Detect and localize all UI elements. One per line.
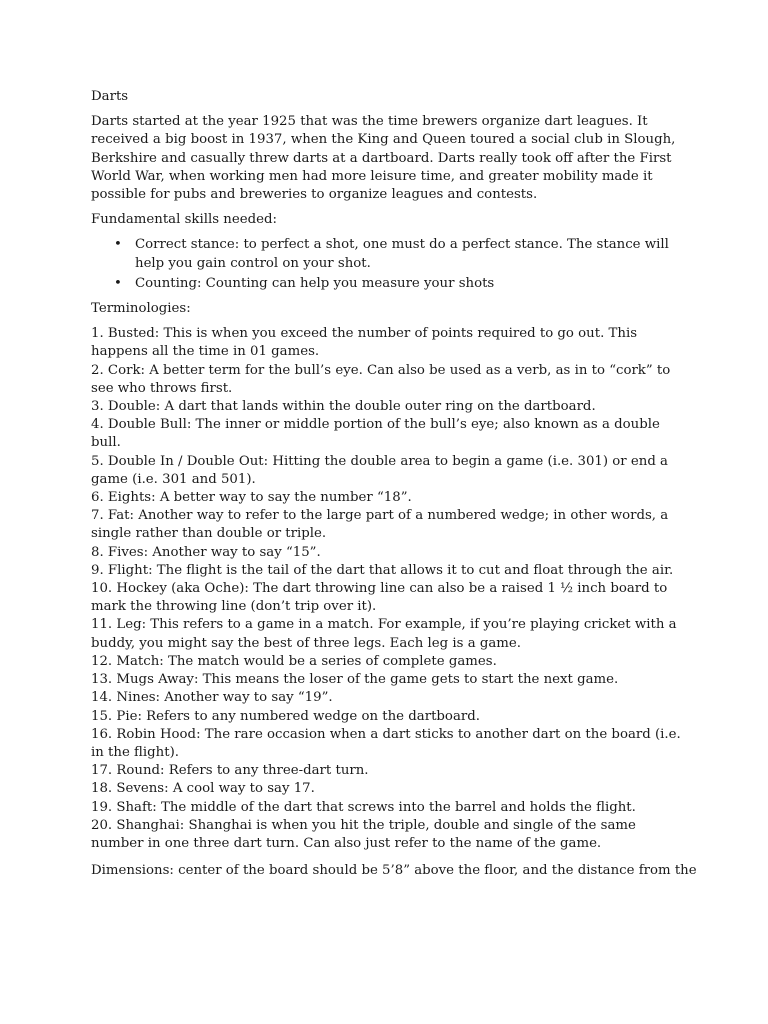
term-shaft: 19. Shaft: The middle of the dart that screws into the barrel and holds the flight. [91,799,636,815]
term-mugs-away: 13. Mugs Away: This means the loser of the game gets to start the next game. [91,672,619,688]
skill-text: Counting: Counting can help you measure your shots [135,275,495,291]
terms-label: Terminologies: [91,301,191,317]
skills-list [91,236,691,293]
term-eights: 6. Eights: A better way to say the number “18”. [91,490,412,506]
term-double-bull: 4. Double Bull: The inner or middle portion of the bull’s eye; also known as a double bull. [91,417,660,451]
term-double-in-out: 5. Double In / Double Out: Hitting the double area to begin a game (i.e. 301) or end a game (i.e. 301 and 501). [91,453,668,487]
term-shanghai: 20. Shanghai: Shanghai is when you hit the triple, double and single of the same number in one three dart turn. Can also just refer to the name of the game. [91,817,636,851]
term-match: 12. Match: The match would be a series of complete games. [91,653,497,669]
skills-label: Fundamental skills needed: [91,212,277,228]
term-fat: 7. Fat: Another way to refer to the large part of a numbered wedge; in other words, a single rather than double or triple. [91,508,669,542]
term-fives: 8. Fives: Another way to say “15”. [91,544,321,560]
term-sevens: 18. Sevens: A cool way to say 17. [91,781,315,797]
bullet-icon: • [114,275,122,291]
term-cork: 2. Cork: A better term for the bull’s eye. Can also be used as a verb, as in to “cork” to see who throws first. [91,362,671,396]
document-page [91,88,697,880]
intro-paragraph: Darts started at the year 1925 that was the time brewers organize dart leagues. It received a big boost in 1937, when the King and Queen toured a social club in Slough, Berkshire and casually threw darts at a dartboard. Darts really took off after the First World War, when working men had more leisure time, and greater mobility made it possible for pubs and breweries to organize leagues and contests. [91,114,676,203]
term-flight: 9. Flight: The flight is the tail of the dart that allows it to cut and float through the air. [91,562,674,578]
list-item [91,275,691,293]
term-nines: 14. Nines: Another way to say “19”. [91,690,333,706]
term-leg: 11. Leg: This refers to a game in a match. For example, if you’re playing cricket with a buddy, you might say the best of three legs. Each leg is a game. [91,617,677,651]
term-pie: 15. Pie: Refers to any numbered wedge on the dartboard. [91,708,480,724]
term-robin-hood: 16. Robin Hood: The rare occasion when a dart sticks to another dart on the board (i.e. in the flight). [91,726,681,760]
term-double: 3. Double: A dart that lands within the double outer ring on the dartboard. [91,399,596,415]
list-item [91,236,691,272]
terms-list [91,325,691,853]
bullet-icon: • [114,237,122,253]
skill-text: Correct stance: to perfect a shot, one must do a perfect stance. The stance will help you gain control on your shot. [135,237,669,271]
term-hockey: 10. Hockey (aka Oche): The dart throwing line can also be a raised 1 ½ inch board to mark the throwing line (don’t trip over it). [91,581,668,615]
term-round: 17. Round: Refers to any three-dart turn. [91,763,369,779]
term-busted: 1. Busted: This is when you exceed the number of points required to go out. This happens all the time in 01 games. [91,326,638,360]
dimensions-paragraph: Dimensions: center of the board should be 5’8” above the floor, and the distance from the [91,863,697,879]
document-title: Darts [91,89,129,104]
